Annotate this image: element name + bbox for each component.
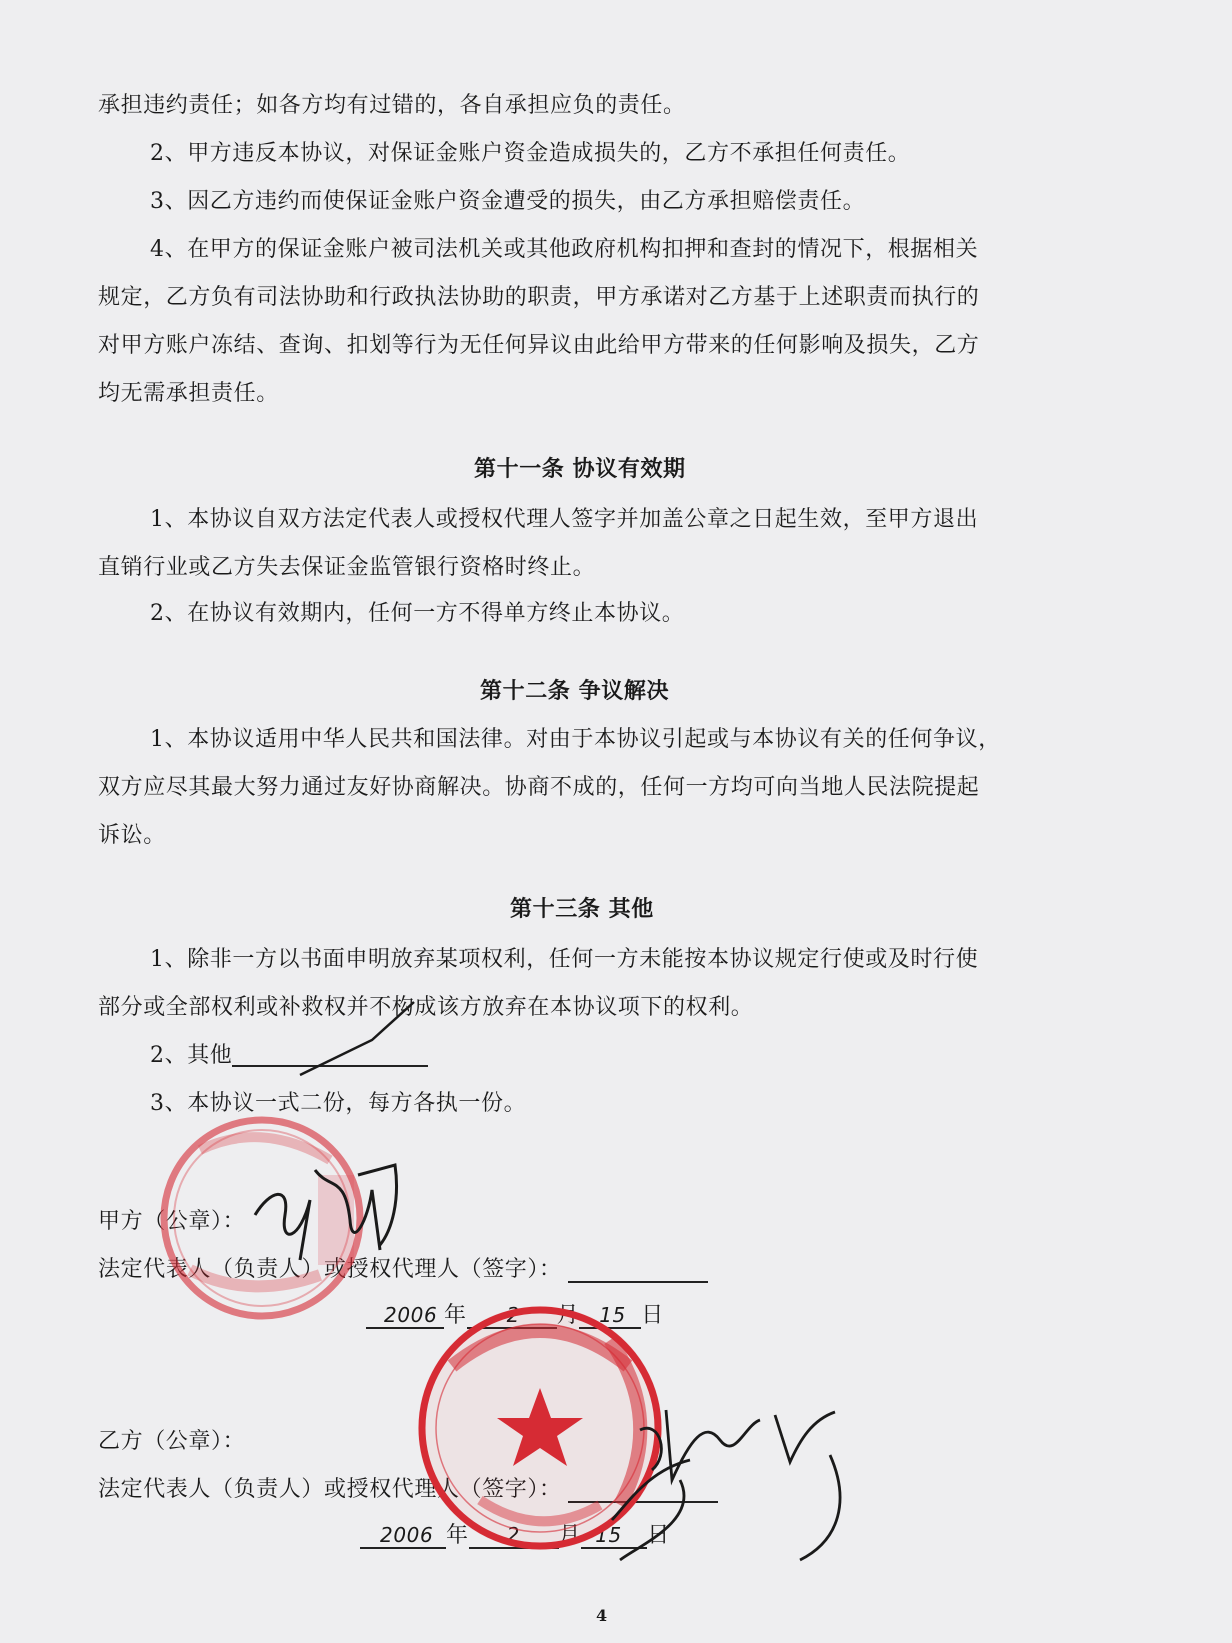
year-label: 年 xyxy=(446,1523,469,1548)
paragraph-line: 1、本协议自双方法定代表人或授权代理人签字并加盖公章之日起生效，至甲方退出 xyxy=(150,507,979,532)
paragraph-line: 对甲方账户冻结、查询、扣划等行为无任何异议由此给甲方带来的任何影响及损失，乙方 xyxy=(98,333,980,358)
paragraph-line: 直销行业或乙方失去保证金监管银行资格时终止。 xyxy=(98,555,596,580)
article-heading: 第十二条 争议解决 xyxy=(480,678,670,704)
other-label: 2、其他 xyxy=(150,1043,233,1068)
day-label: 日 xyxy=(647,1523,670,1548)
party-b-day-value: 15 xyxy=(595,1523,622,1547)
paragraph-line: 3、因乙方违约而使保证金账户资金遭受的损失，由乙方承担赔偿责任。 xyxy=(150,189,866,214)
paragraph-line: 1、除非一方以书面申明放弃某项权利，任何一方未能按本协议规定行使或及时行使 xyxy=(150,947,979,972)
month-label: 月 xyxy=(558,1523,582,1548)
party-b-month-value: 2 xyxy=(506,1523,520,1547)
paragraph-line: 承担违约责任；如各方均有过错的，各自承担应负的责任。 xyxy=(98,93,686,118)
paragraph-line: 2、甲方违反本协议，对保证金账户资金造成损失的，乙方不承担任何责任。 xyxy=(150,141,911,166)
party-b-seal-label: 乙方（公章）： xyxy=(98,1429,246,1454)
paragraph-line: 双方应尽其最大努力通过友好协商解决。协商不成的，任何一方均可向当地人民法院提起 xyxy=(98,775,980,800)
party-a-year-value: 2006 xyxy=(384,1303,438,1327)
paragraph-line: 部分或全部权利或补救权并不构成该方放弃在本协议项下的权利。 xyxy=(98,995,754,1020)
paragraph-line: 4、在甲方的保证金账户被司法机关或其他政府机构扣押和查封的情况下，根据相关 xyxy=(150,237,979,262)
party-a-company-seal xyxy=(164,1120,360,1316)
page-number: 4 xyxy=(596,1606,608,1625)
article-heading: 第十三条 其他 xyxy=(510,896,654,922)
party-b-year-value: 2006 xyxy=(380,1523,434,1547)
paragraph-line: 1、本协议适用中华人民共和国法律。对由于本协议引起或与本协议有关的任何争议， xyxy=(150,727,1001,752)
year-label: 年 xyxy=(444,1303,467,1328)
party-b-rep-label: 法定代表人（负责人）或授权代理人（签字）： xyxy=(98,1477,562,1502)
paragraph-line: 规定，乙方负有司法协助和行政执法协助的职责，甲方承诺对乙方基于上述职责而执行的 xyxy=(98,285,980,310)
day-label: 日 xyxy=(641,1303,664,1328)
paragraph-line: 均无需承担责任。 xyxy=(98,381,279,406)
other-strike-mark xyxy=(300,1002,414,1075)
paragraph-line: 诉讼。 xyxy=(98,823,166,848)
article-heading: 第十一条 协议有效期 xyxy=(474,456,686,482)
party-a-seal-label: 甲方（公章）： xyxy=(98,1209,246,1234)
party-a-month-value: 2 xyxy=(506,1303,520,1327)
month-label: 月 xyxy=(556,1303,580,1328)
party-a-rep-label: 法定代表人（负责人）或授权代理人（签字）： xyxy=(98,1257,562,1282)
paragraph-line: 3、本协议一式二份，每方各执一份。 xyxy=(150,1091,527,1116)
paragraph-line: 2、在协议有效期内，任何一方不得单方终止本协议。 xyxy=(150,601,685,626)
party-a-day-value: 15 xyxy=(599,1303,626,1327)
party-b-bank-seal xyxy=(418,1306,662,1550)
